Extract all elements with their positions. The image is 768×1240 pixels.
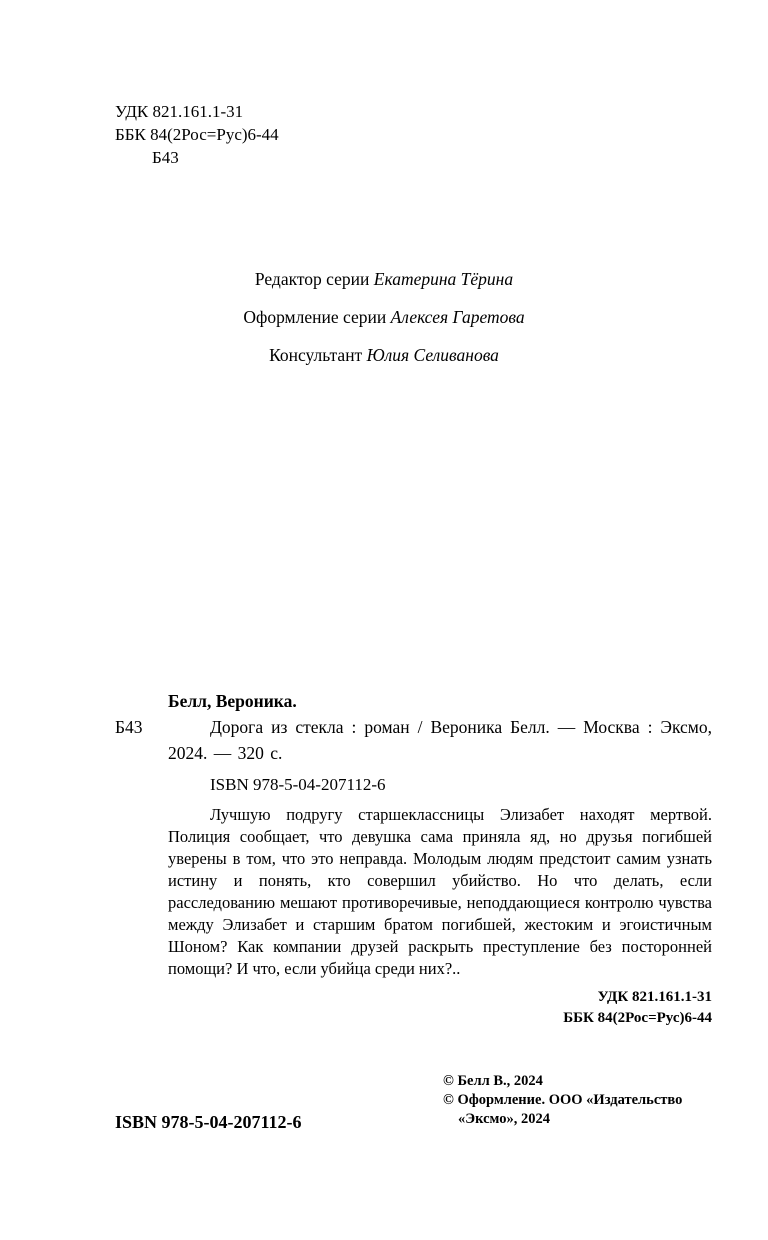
- bbk-top: ББК 84(2Рос=Рус)6-44: [115, 125, 279, 144]
- udk-bottom: УДК 821.161.1-31: [597, 989, 712, 1005]
- series-editor-line: [0, 268, 768, 291]
- series-editor-name: Екатерина Тёрина: [373, 269, 514, 289]
- series-design-line: [0, 306, 768, 329]
- catalog-card: [115, 688, 712, 1029]
- series-credits: [0, 268, 768, 382]
- copyright-publisher-line: © Оформление. ООО «Издательство: [443, 1092, 683, 1108]
- annotation-text: Лучшую подругу старшеклассницы Элизабет находят мертвой. Полиция сообщает, что девушка сама приняла яд, но друзья погибшей уверены в том, что это неправда. Молодым людям предстоит самим узнать истину и понять, кто совершил убийство. Но что делать, если расследованию мешают противоречивые, неподдающиеся контролю чувства между Элизабет и старшим братом погибшей, жестоким и эгоистичным Шоном? Как компании друзей раскрыть преступление без посторонней помощи? И что, если убийца среди них?..: [168, 805, 712, 978]
- bbk-bottom: ББК 84(2Рос=Рус)6-44: [563, 1010, 712, 1026]
- catalog-description: Дорога из стекла : роман / Вероника Белл. — Москва : Эксмо, 2024. — 320 с.: [168, 717, 712, 763]
- isbn-bottom: ISBN 978-5-04-207112-6: [115, 1112, 302, 1132]
- catalog-margin-code: Б43: [115, 717, 143, 737]
- catalog-content: [168, 688, 712, 1029]
- codes-bottom: [168, 987, 712, 1029]
- consultant-name: Юлия Селиванова: [366, 345, 499, 365]
- catalog-isbn: ISBN 978-5-04-207112-6: [210, 775, 386, 794]
- copyright-block: [443, 1072, 723, 1129]
- udk-top: УДК 821.161.1-31: [115, 102, 244, 121]
- consultant-label: Консультант: [269, 345, 367, 365]
- consultant-line: [0, 344, 768, 367]
- author-code-top: Б43: [152, 148, 179, 167]
- series-design-label: Оформление серии: [243, 307, 391, 327]
- copyright-publisher-wrap-line: «Эксмо», 2024: [458, 1111, 550, 1127]
- codes-top: [115, 100, 279, 169]
- series-editor-label: Редактор серии: [254, 269, 374, 289]
- series-design-name: Алексея Гаретова: [390, 307, 525, 327]
- catalog-author: Белл, Вероника.: [168, 691, 297, 711]
- copyright-author-line: © Белл В., 2024: [443, 1073, 543, 1089]
